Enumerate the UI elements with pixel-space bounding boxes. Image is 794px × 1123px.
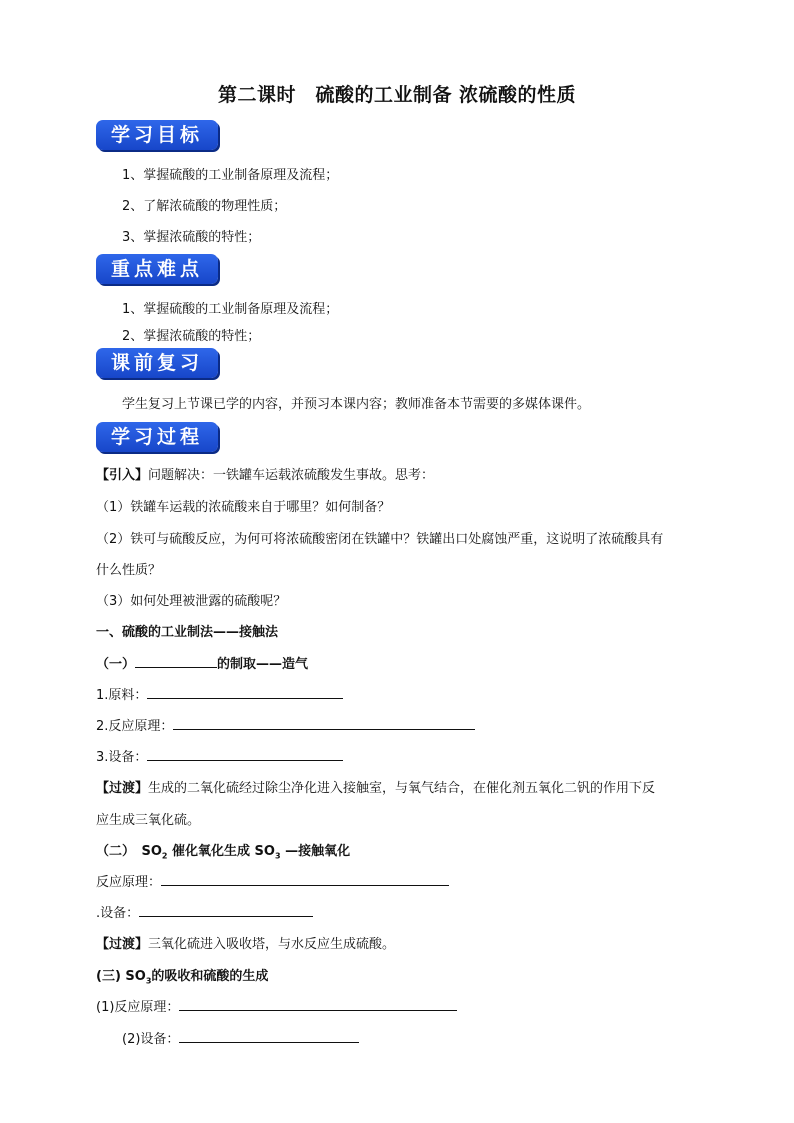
field-label: (2)设备： [122, 1032, 180, 1047]
question-2-line-2: 什么性质？ [96, 563, 162, 578]
section-badge-review: 课前复习 [96, 348, 218, 378]
question-2-line-1: （2）铁可与硫酸反应，为何可将浓硫酸密闭在铁罐中？铁罐出口处腐蚀严重，这说明了浓硫酸具有 [96, 532, 664, 547]
subsection-1-heading [96, 653, 308, 672]
goal-item: 2、了解浓硫酸的物理性质； [122, 199, 287, 214]
subsection-2-suffix: —接触氧化 [280, 844, 351, 859]
subsection-3-suffix: 的吸收和硫酸的生成 [151, 969, 269, 984]
section-badge-key-points: 重点难点 [96, 254, 218, 284]
goal-item: 1、掌握硫酸的工业制备原理及流程； [122, 168, 339, 183]
field-reaction-principle [96, 715, 475, 734]
section-badge-goals: 学习目标 [96, 120, 218, 150]
field-equipment [96, 746, 343, 765]
fill-blank[interactable] [179, 1030, 359, 1043]
intro-paragraph [96, 464, 434, 483]
subscript: 3 [145, 976, 152, 986]
subsection-2-prefix: （二） SO [96, 844, 162, 859]
goal-item: 3、掌握浓硫酸的特性； [122, 230, 261, 245]
field-reaction-principle-3 [96, 996, 457, 1015]
fill-blank[interactable] [147, 748, 343, 761]
fill-blank[interactable] [179, 998, 457, 1011]
subsection-1-suffix: 的制取——造气 [217, 657, 309, 672]
transition-text: 三氧化硫进入吸收塔，与水反应生成硫酸。 [148, 937, 396, 952]
transition-tag: 【过渡】 [96, 781, 149, 796]
subsection-1-prefix: （一） [96, 657, 136, 672]
intro-text: 问题解决：一铁罐车运载浓硫酸发生事故。思考： [148, 468, 435, 483]
field-label: .设备： [96, 906, 140, 921]
page-title: 第二课时 硫酸的工业制备 浓硫酸的性质 [217, 84, 577, 106]
section-heading-contact-process: 一、硫酸的工业制法——接触法 [96, 625, 279, 640]
key-point-item: 1、掌握硫酸的工业制备原理及流程； [122, 302, 339, 317]
subsection-2-mid: 催化氧化生成 SO [167, 844, 275, 859]
transition-2 [96, 933, 395, 952]
fill-blank[interactable] [161, 873, 449, 886]
field-equipment-3 [122, 1028, 359, 1047]
fill-blank[interactable] [139, 904, 313, 917]
field-equipment-2 [96, 902, 313, 921]
transition-1-line-2: 应生成三氧化硫。 [96, 813, 201, 828]
transition-1-line-1 [96, 777, 655, 796]
review-text: 学生复习上节课已学的内容，并预习本课内容；教师准备本节需要的多媒体课件。 [122, 397, 591, 412]
key-point-item: 2、掌握浓硫酸的特性； [122, 329, 261, 344]
question-1: （1）铁罐车运载的浓硫酸来自于哪里？如何制备？ [96, 500, 391, 515]
field-label: 反应原理： [96, 875, 162, 890]
fill-blank[interactable] [147, 686, 343, 699]
fill-blank[interactable] [135, 655, 217, 668]
subsection-3-heading [96, 965, 268, 986]
subsection-2-heading [96, 840, 350, 861]
field-raw-materials [96, 684, 343, 703]
subscript: 2 [161, 851, 168, 861]
section-badge-process: 学习过程 [96, 422, 218, 452]
subscript: 3 [274, 851, 281, 861]
field-label: 1.原料： [96, 688, 148, 703]
field-label: 2.反应原理： [96, 719, 174, 734]
transition-text: 生成的二氧化硫经过除尘净化进入接触室，与氧气结合，在催化剂五氧化二钒的作用下反 [148, 781, 656, 796]
intro-tag: 【引入】 [96, 468, 149, 483]
fill-blank[interactable] [173, 717, 475, 730]
subsection-3-prefix: (三) SO [96, 969, 146, 984]
field-reaction-principle-2 [96, 871, 449, 890]
field-label: 3.设备： [96, 750, 148, 765]
field-label: (1)反应原理： [96, 1000, 180, 1015]
question-3: （3）如何处理被泄露的硫酸呢？ [96, 594, 287, 609]
transition-tag: 【过渡】 [96, 937, 149, 952]
